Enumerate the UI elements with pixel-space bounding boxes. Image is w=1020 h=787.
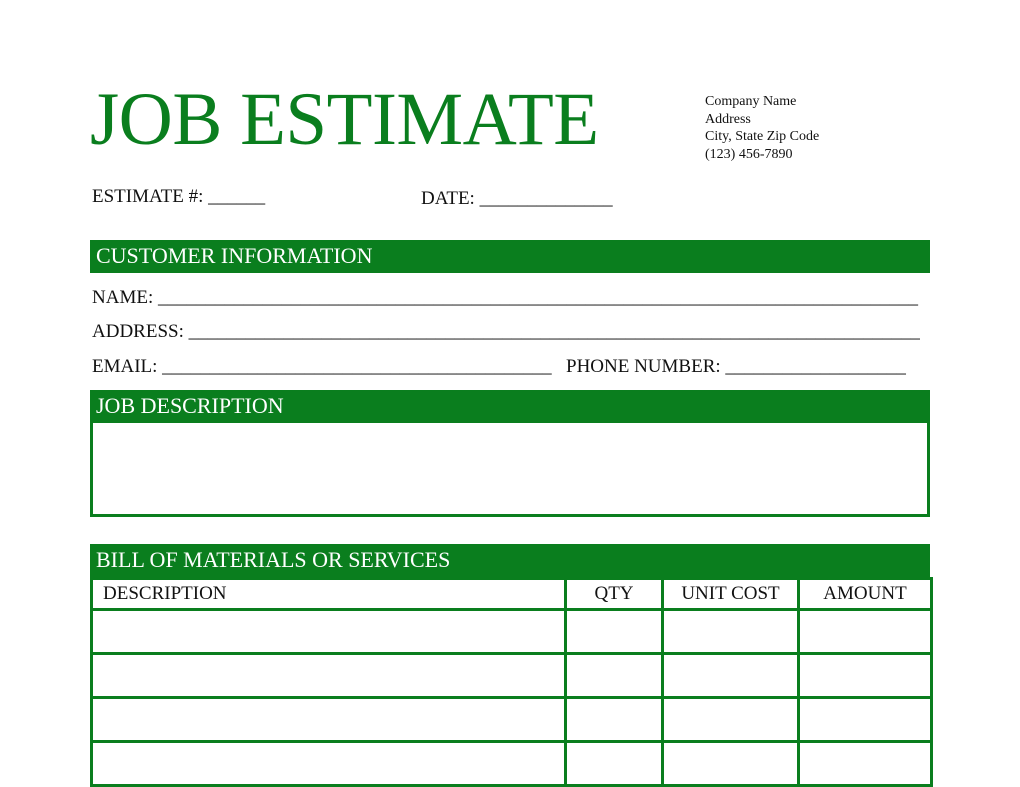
table-header-row (92, 579, 932, 610)
description-cell[interactable] (92, 698, 566, 742)
customer-name-field[interactable]: NAME: ________________________________________________________________________________ (92, 287, 918, 308)
qty-cell[interactable] (566, 698, 663, 742)
column-header-amount: AMOUNT (799, 579, 932, 610)
bill-of-materials-section (90, 544, 930, 787)
description-cell[interactable] (92, 610, 566, 654)
qty-cell[interactable] (566, 654, 663, 698)
table-row (92, 654, 932, 698)
column-header-unit-cost: UNIT COST (663, 579, 799, 610)
job-description-header: JOB DESCRIPTION (90, 390, 930, 423)
table-row (92, 610, 932, 654)
company-city-state-zip: City, State Zip Code (705, 129, 820, 144)
customer-email-field[interactable]: EMAIL: _________________________________________ (92, 356, 552, 377)
amount-cell[interactable] (799, 610, 932, 654)
customer-phone-field[interactable]: PHONE NUMBER: ___________________ (566, 356, 906, 377)
document-title: JOB ESTIMATE (90, 78, 599, 161)
unit-cost-cell[interactable] (663, 654, 799, 698)
customer-information-header: CUSTOMER INFORMATION (90, 240, 930, 273)
company-info (705, 93, 819, 163)
company-phone: (123) 456-7890 (705, 146, 793, 162)
company-name: Company Name (705, 94, 797, 109)
unit-cost-cell[interactable] (663, 610, 799, 654)
estimate-number-field[interactable]: ESTIMATE #: ______ (92, 186, 266, 207)
amount-cell[interactable] (799, 698, 932, 742)
customer-address-field[interactable]: ADDRESS: _____________________________________________________________________________ (92, 321, 920, 342)
description-cell[interactable] (92, 654, 566, 698)
company-address: Address (705, 111, 751, 127)
column-header-description: DESCRIPTION (92, 579, 566, 610)
job-description-box[interactable] (90, 390, 930, 517)
bill-of-materials-header: BILL OF MATERIALS OR SERVICES (90, 544, 930, 577)
date-field[interactable]: DATE: ______________ (421, 188, 613, 209)
column-header-qty: QTY (566, 579, 663, 610)
amount-cell[interactable] (799, 654, 932, 698)
unit-cost-cell[interactable] (663, 698, 799, 742)
materials-table (90, 577, 933, 787)
table-row (92, 698, 932, 742)
qty-cell[interactable] (566, 610, 663, 654)
